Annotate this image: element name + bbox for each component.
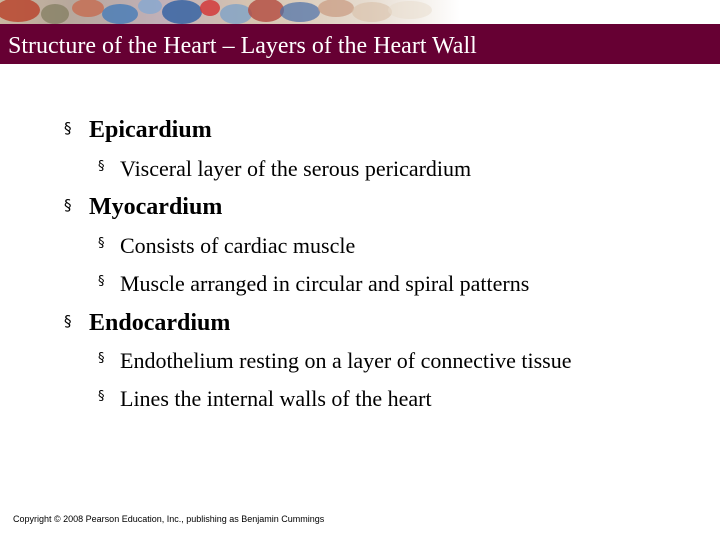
bullet-label: Epicardium: [89, 117, 212, 143]
banner-illustration: [0, 0, 460, 24]
bullet-marker-icon: §: [64, 196, 72, 214]
subbullet-label: Consists of cardiac muscle: [120, 233, 356, 258]
bullet-marker-icon: §: [64, 312, 72, 330]
bullet-label: Myocardium: [89, 194, 223, 220]
subbullet-label: Lines the internal walls of the heart: [120, 386, 432, 411]
slide-title: Structure of the Heart – Layers of the Heart Wall: [8, 33, 477, 59]
copyright-notice: Copyright © 2008 Pearson Education, Inc., publishing as Benjamin Cummings: [13, 514, 325, 524]
bullet-marker-icon: §: [98, 159, 105, 174]
bullet-marker-icon: §: [98, 236, 105, 251]
subbullet-label: Visceral layer of the serous pericardium: [120, 156, 472, 181]
bullet-marker-icon: §: [64, 119, 72, 137]
banner-image: [0, 0, 460, 24]
subbullet-label: Muscle arranged in circular and spiral patterns: [120, 271, 530, 296]
bullet-marker-icon: §: [98, 351, 105, 366]
bullet-label: Endocardium: [89, 310, 231, 336]
subbullet-label: Endothelium resting on a layer of connective tissue: [120, 348, 572, 373]
bullet-marker-icon: §: [98, 389, 105, 404]
bullet-marker-icon: §: [98, 274, 105, 289]
